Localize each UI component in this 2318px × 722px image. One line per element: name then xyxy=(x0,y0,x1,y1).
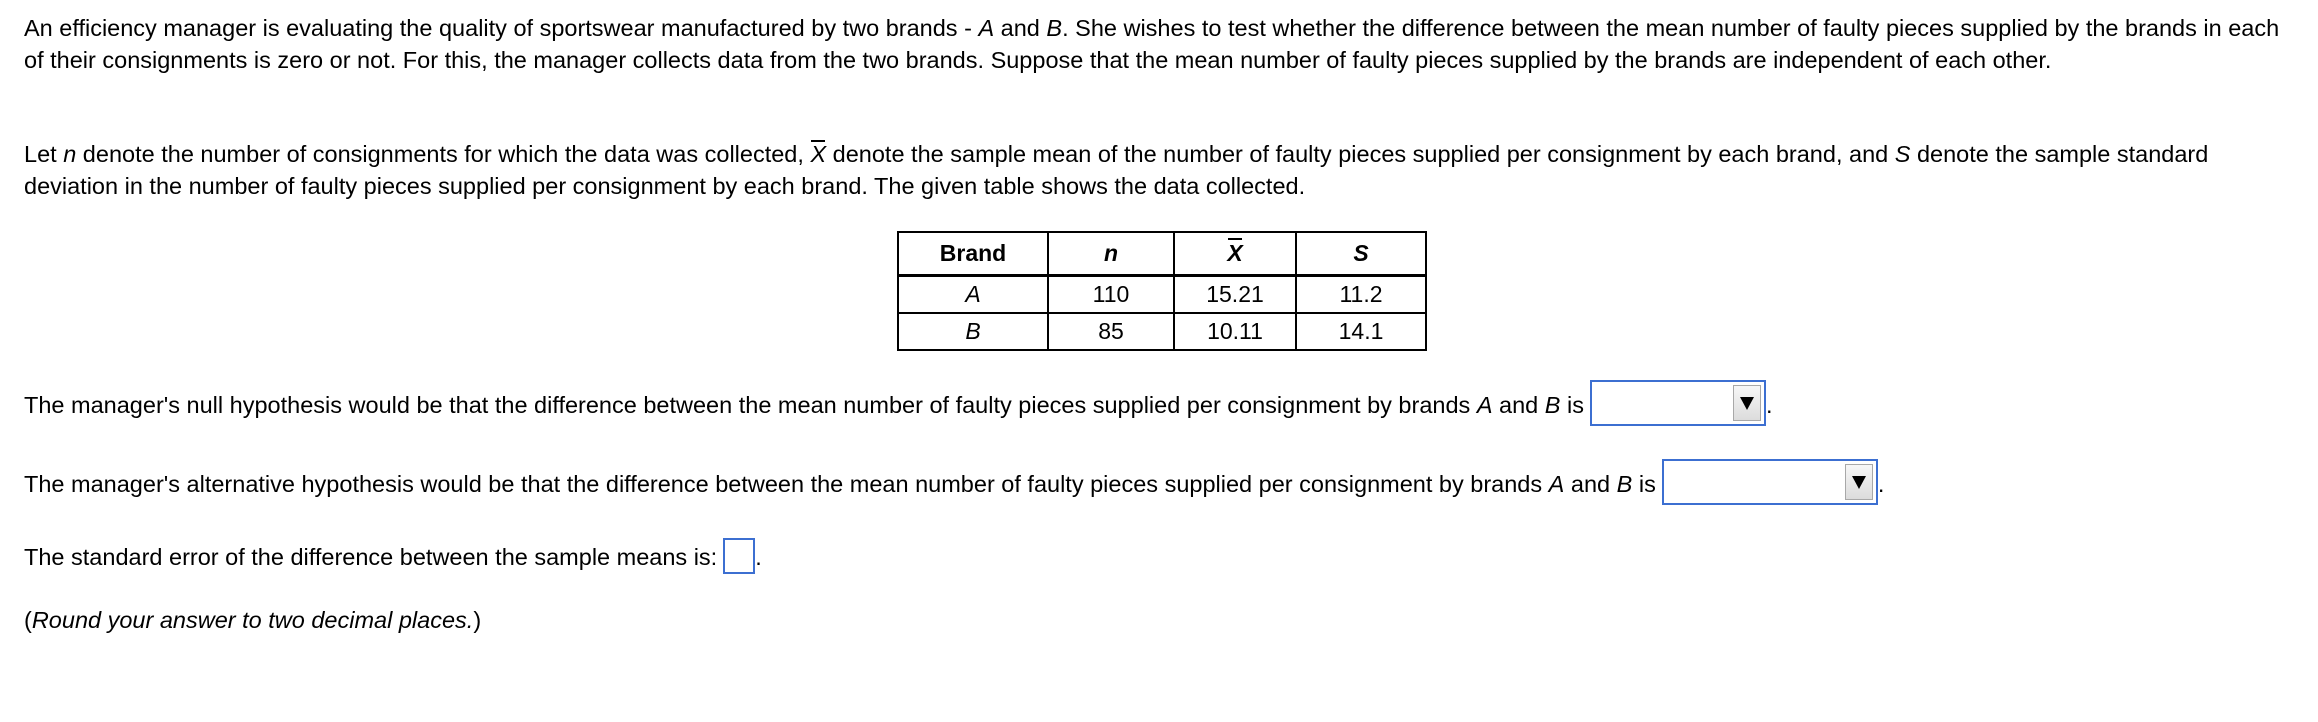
definitions-paragraph xyxy=(24,138,2304,202)
cell-s: 14.1 xyxy=(1296,313,1426,350)
paren-close: ) xyxy=(473,607,482,633)
question-text: is xyxy=(1632,471,1656,498)
question-text: is xyxy=(1560,392,1584,419)
question-text: The standard error of the difference between the sample means is: xyxy=(24,544,718,570)
intro-paragraph xyxy=(24,12,2304,76)
cell-n: 110 xyxy=(1048,276,1174,314)
xbar-symbol: X xyxy=(810,138,826,170)
data-table xyxy=(897,231,1427,351)
s-symbol: S xyxy=(1894,141,1911,167)
standard-error-input[interactable] xyxy=(723,538,755,574)
header-xbar xyxy=(1174,232,1296,276)
cell-brand: B xyxy=(898,313,1048,350)
brand-a-label: A xyxy=(978,15,995,41)
definition-text: denote the number of consignments for which the data was collected, xyxy=(76,141,811,167)
table-row xyxy=(898,276,1426,314)
table-header-row xyxy=(898,232,1426,276)
alternative-hypothesis-dropdown[interactable] xyxy=(1662,459,1878,505)
header-s: S xyxy=(1296,232,1426,276)
intro-text: An efficiency manager is evaluating the quality of sportswear manufactured by two brands - xyxy=(24,15,979,41)
brand-b-label: B xyxy=(1544,392,1561,419)
standard-error-question xyxy=(24,541,762,574)
header-brand: Brand xyxy=(898,232,1048,276)
brand-a-label: A xyxy=(1548,471,1565,498)
definition-text: Let xyxy=(24,141,64,167)
question-text: The manager's null hypothesis would be that the difference between the mean number of faulty pieces supplied per consignment by brands xyxy=(24,392,1477,419)
brand-b-label: B xyxy=(1616,471,1633,498)
question-text: and xyxy=(1564,471,1617,498)
definition-text: denote the sample standard deviation in the number of faulty pieces supplied per consignment by each brand. The given table shows the data collected. xyxy=(24,141,2209,199)
alternative-hypothesis-question xyxy=(24,467,1884,505)
brand-a-label: A xyxy=(1476,392,1493,419)
rounding-instruction: Round your answer to two decimal places. xyxy=(31,607,474,633)
xbar-symbol: X xyxy=(1227,236,1242,271)
cell-xbar: 15.21 xyxy=(1174,276,1296,314)
question-text: The manager's alternative hypothesis would be that the difference between the mean number of faulty pieces supplied per consignment by brands xyxy=(24,471,1549,498)
intro-text: and xyxy=(994,15,1047,41)
header-n: n xyxy=(1048,232,1174,276)
dropdown-arrow-button[interactable] xyxy=(1733,385,1761,421)
table-row xyxy=(898,313,1426,350)
n-symbol: n xyxy=(63,141,77,167)
cell-n: 85 xyxy=(1048,313,1174,350)
paren-open: ( xyxy=(24,607,32,633)
cell-s: 11.2 xyxy=(1296,276,1426,314)
triangle-down-icon xyxy=(1739,395,1755,411)
triangle-down-icon xyxy=(1851,474,1867,490)
null-hypothesis-dropdown[interactable] xyxy=(1590,380,1766,426)
null-hypothesis-question xyxy=(24,388,1773,426)
intro-text: . She wishes to test whether the difference between the mean number of faulty pieces supplied by the brands in each of their consignments is zero or not. For this, the manager collects data from the two brands. Suppose that the mean number of faulty pieces supplied by the brands are independent of each other. xyxy=(24,15,2280,73)
cell-xbar: 10.11 xyxy=(1174,313,1296,350)
definition-text: denote the sample mean of the number of faulty pieces supplied per consignment by each brand, and xyxy=(826,141,1895,167)
period: . xyxy=(1877,471,1885,498)
period: . xyxy=(1765,392,1773,419)
dropdown-arrow-button[interactable] xyxy=(1845,464,1873,500)
period: . xyxy=(755,544,762,570)
cell-brand: A xyxy=(898,276,1048,314)
question-text: and xyxy=(1492,392,1545,419)
brand-b-label: B xyxy=(1046,15,1063,41)
rounding-note xyxy=(24,604,481,636)
